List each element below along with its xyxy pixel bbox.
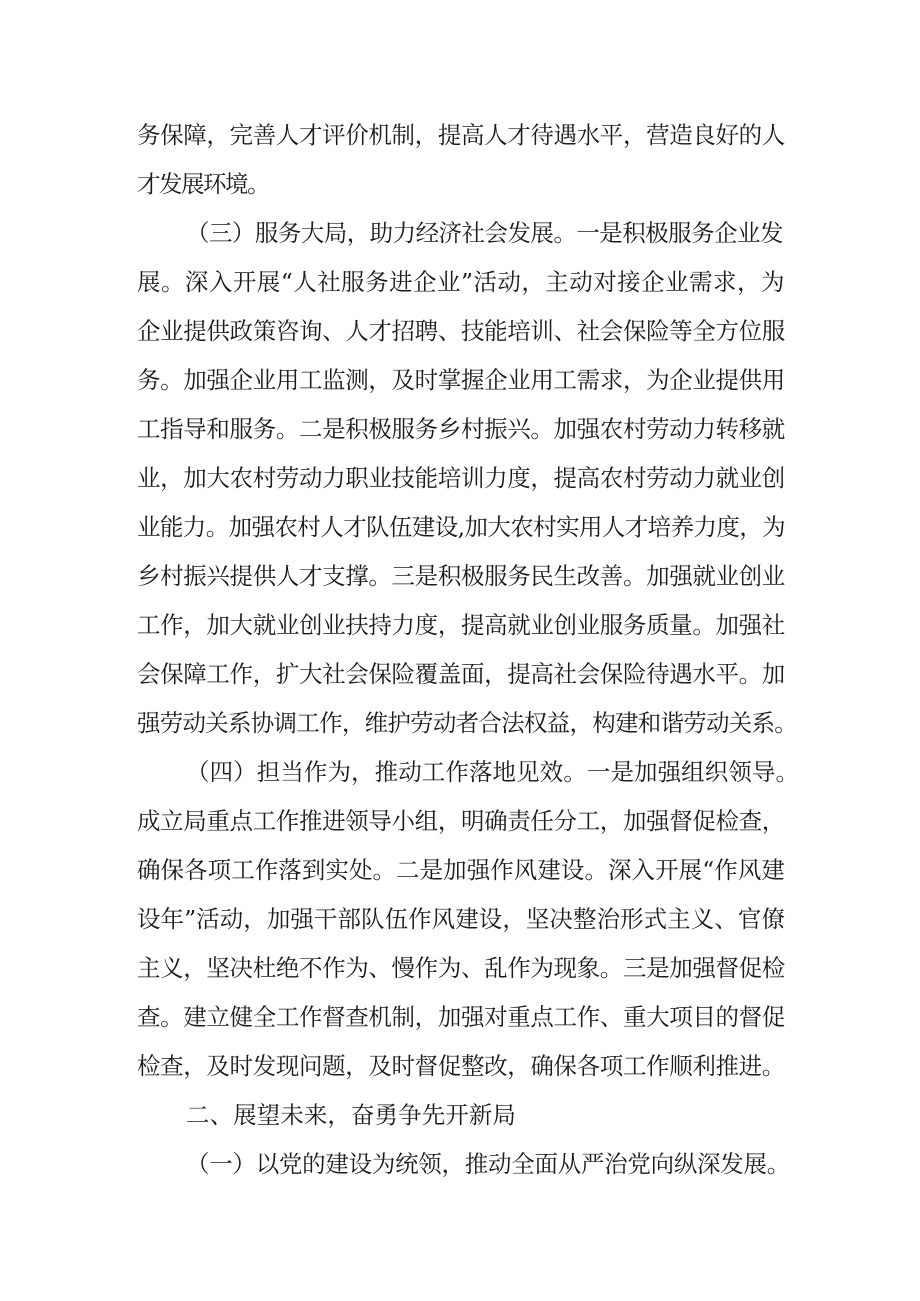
line-text: 业，加大农村劳动力职业技能培训力度，提高农村劳动力就业创: [137, 464, 785, 492]
text-line: [0, 409, 920, 449]
line-text: 企业提供政策咨询、人才招聘、技能培训、社会保险等全方位服: [137, 317, 785, 345]
line-text: 检查，及时发现问题，及时督促整改，确保各项工作顺利推进。: [137, 1052, 785, 1080]
text-line: [0, 703, 920, 743]
line-text: 设年”活动，加强干部队伍作风建设，坚决整治形式主义、官僚: [137, 905, 785, 933]
line-text: 业能力。加强农村人才队伍建设,加大农村实用人才培养力度，为: [137, 513, 786, 541]
text-line: [0, 262, 920, 302]
line-text: 展。深入开展“人社服务进企业”活动，主动对接企业需求，为: [137, 268, 785, 296]
text-line: [0, 360, 920, 400]
text-line: [0, 1046, 920, 1086]
text-line: [0, 213, 920, 253]
text-line: [0, 458, 920, 498]
text-line: [0, 948, 920, 988]
text-line: [0, 899, 920, 939]
line-text: （一）以党的建设为统领，推动全面从严治党向纵深发展。: [186, 1150, 790, 1178]
text-line: [0, 801, 920, 841]
text-line: [0, 654, 920, 694]
line-text: 务。加强企业用工监测，及时掌握企业用工需求，为企业提供用: [137, 366, 785, 394]
text-line: [0, 556, 920, 596]
section-heading: [0, 1095, 920, 1135]
text-line: [0, 164, 920, 204]
line-text: 成立局重点工作推进领导小组，明确责任分工，加强督促检查，: [137, 807, 785, 835]
line-text: 才发展环境。: [137, 170, 269, 198]
line-text: 务保障，完善人才评价机制，提高人才待遇水平，营造良好的人: [137, 121, 785, 149]
text-line: [0, 850, 920, 890]
line-text: 确保各项工作落到实处。二是加强作风建设。深入开展“作风建: [137, 856, 785, 884]
line-text: （四）担当作为，推动工作落地见效。一是加强组织领导。: [186, 758, 800, 786]
line-text: 工指导和服务。二是积极服务乡村振兴。加强农村劳动力转移就: [137, 415, 785, 443]
line-text: 工作，加大就业创业扶持力度，提高就业创业服务质量。加强社: [137, 611, 785, 639]
text-line: [0, 311, 920, 351]
text-line: [0, 605, 920, 645]
line-text: 强劳动关系协调工作，维护劳动者合法权益，构建和谐劳动关系。: [137, 709, 798, 737]
text-line: [0, 115, 920, 155]
line-text: 主义，坚决杜绝不作为、慢作为、乱作为现象。三是加强督促检: [137, 954, 785, 982]
heading-text: 二、展望未来，奋勇争先开新局: [186, 1101, 516, 1129]
text-line: [0, 1144, 920, 1184]
line-text: 查。建立健全工作督查机制，加强对重点工作、重大项目的督促: [137, 1003, 785, 1031]
text-line: [0, 997, 920, 1037]
text-line: [0, 507, 920, 547]
line-text: 会保障工作，扩大社会保险覆盖面，提高社会保险待遇水平。加: [137, 660, 785, 688]
line-text: 乡村振兴提供人才支撑。三是积极服务民生改善。加强就业创业: [137, 562, 785, 590]
text-line: [0, 752, 920, 792]
line-text: （三）服务大局，助力经济社会发展。一是积极服务企业发: [186, 219, 783, 247]
